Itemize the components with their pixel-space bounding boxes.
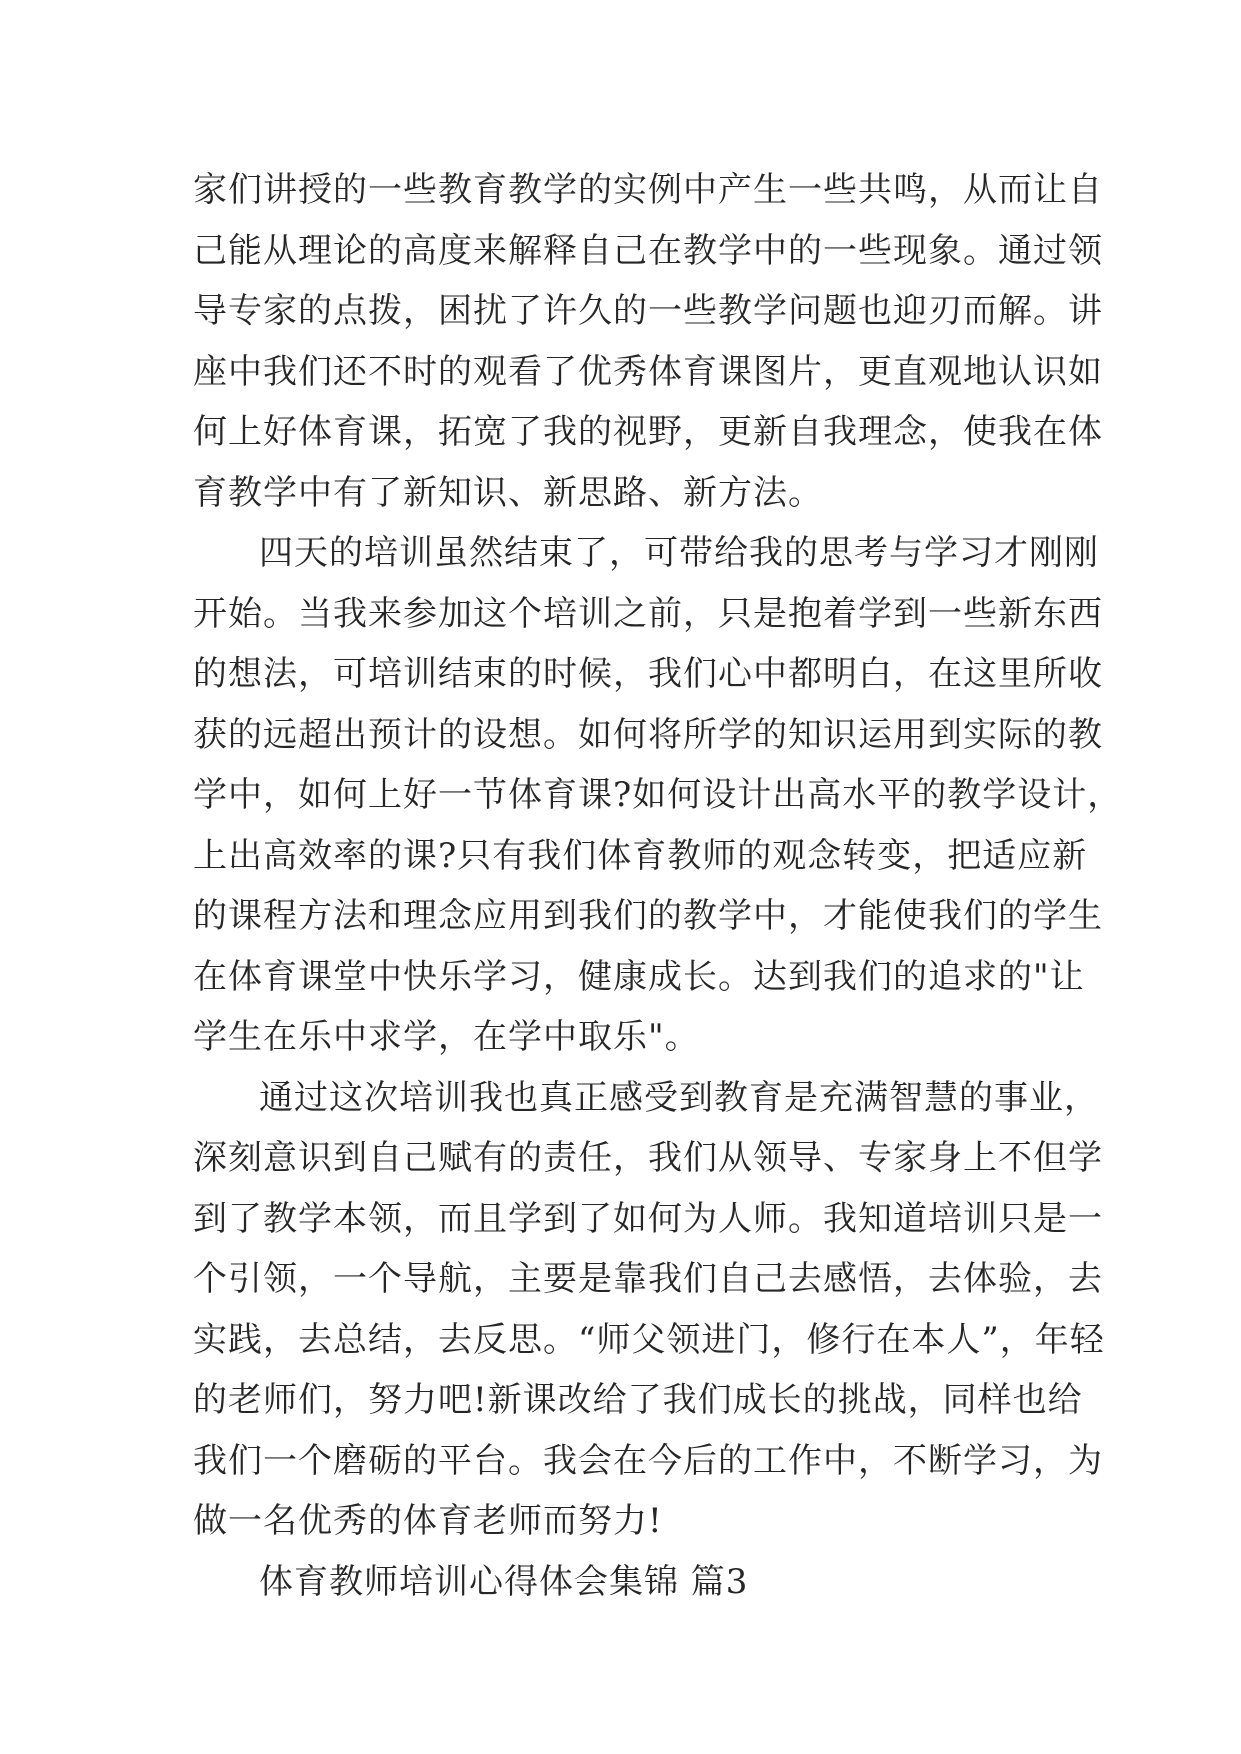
paragraph-1 bbox=[193, 160, 1103, 523]
paragraph-2 bbox=[193, 523, 1123, 1068]
text-line: 上出高效率的课?只有我们体育教师的观念转变，把适应新 bbox=[193, 835, 1088, 876]
text-line: 我们一个磨砺的平台。我会在今后的工作中，不断学习，为 bbox=[193, 1440, 1103, 1481]
text-line: 到了教学本领，而且学到了如何为人师。我知道培训只是一 bbox=[193, 1198, 1103, 1239]
text-line: 育教学中有了新知识、新思路、新方法。 bbox=[193, 472, 823, 513]
text-line: 座中我们还不时的观看了优秀体育课图片，更直观地认识如 bbox=[193, 351, 1103, 392]
text-line: 的课程方法和理念应用到我们的教学中，才能使我们的学生 bbox=[193, 896, 1103, 936]
text-line: 导专家的点拨，困扰了许久的一些教学问题也迎刃而解。讲 bbox=[193, 291, 1103, 331]
text-line: 开始。当我来参加这个培训之前，只是抱着学到一些新东西 bbox=[193, 593, 1103, 634]
paragraph-3 bbox=[193, 1068, 1105, 1552]
text-line: 的老师们，努力吧!新课改给了我们成长的挑战，同样也给 bbox=[193, 1380, 1083, 1420]
text-line: 在体育课堂中快乐学习，健康成长。达到我们的追求的"让 bbox=[193, 956, 1085, 997]
text-line: 做一名优秀的体育老师而努力! bbox=[193, 1501, 663, 1541]
text-line: 实践，去总结，去反思。“师父领进门，修行在本人”，年轻 bbox=[193, 1319, 1105, 1360]
text-line: 学生在乐中求学，在学中取乐"。 bbox=[193, 1017, 700, 1057]
text-line: 的想法，可培训结束的时候，我们心中都明白，在这里所收 bbox=[193, 654, 1103, 694]
text-line: 家们讲授的一些教育教学的实例中产生一些共鸣，从而让自 bbox=[193, 170, 1103, 210]
text-line: 四天的培训虽然结束了，可带给我的思考与学习才刚刚 bbox=[259, 533, 1099, 573]
text-line: 个引领，一个导航，主要是靠我们自己去感悟，去体验，去 bbox=[193, 1259, 1103, 1299]
text-line: 获的远超出预计的设想。如何将所学的知识运用到实际的教 bbox=[193, 714, 1103, 755]
text-line: 己能从理论的高度来解释自己在教学中的一些现象。通过领 bbox=[193, 230, 1103, 271]
text-line: 深刻意识到自己赋有的责任，我们从领导、专家身上不但学 bbox=[193, 1138, 1103, 1178]
section-heading: 体育教师培训心得体会集锦 篇3 bbox=[259, 1561, 749, 1602]
text-line: 通过这次培训我也真正感受到教育是充满智慧的事业， bbox=[259, 1077, 1099, 1118]
text-line: 何上好体育课，拓宽了我的视野，更新自我理念，使我在体 bbox=[193, 412, 1103, 452]
text-line: 学中，如何上好一节体育课?如何设计出高水平的教学设计， bbox=[193, 775, 1123, 815]
document-body bbox=[193, 160, 1123, 1612]
